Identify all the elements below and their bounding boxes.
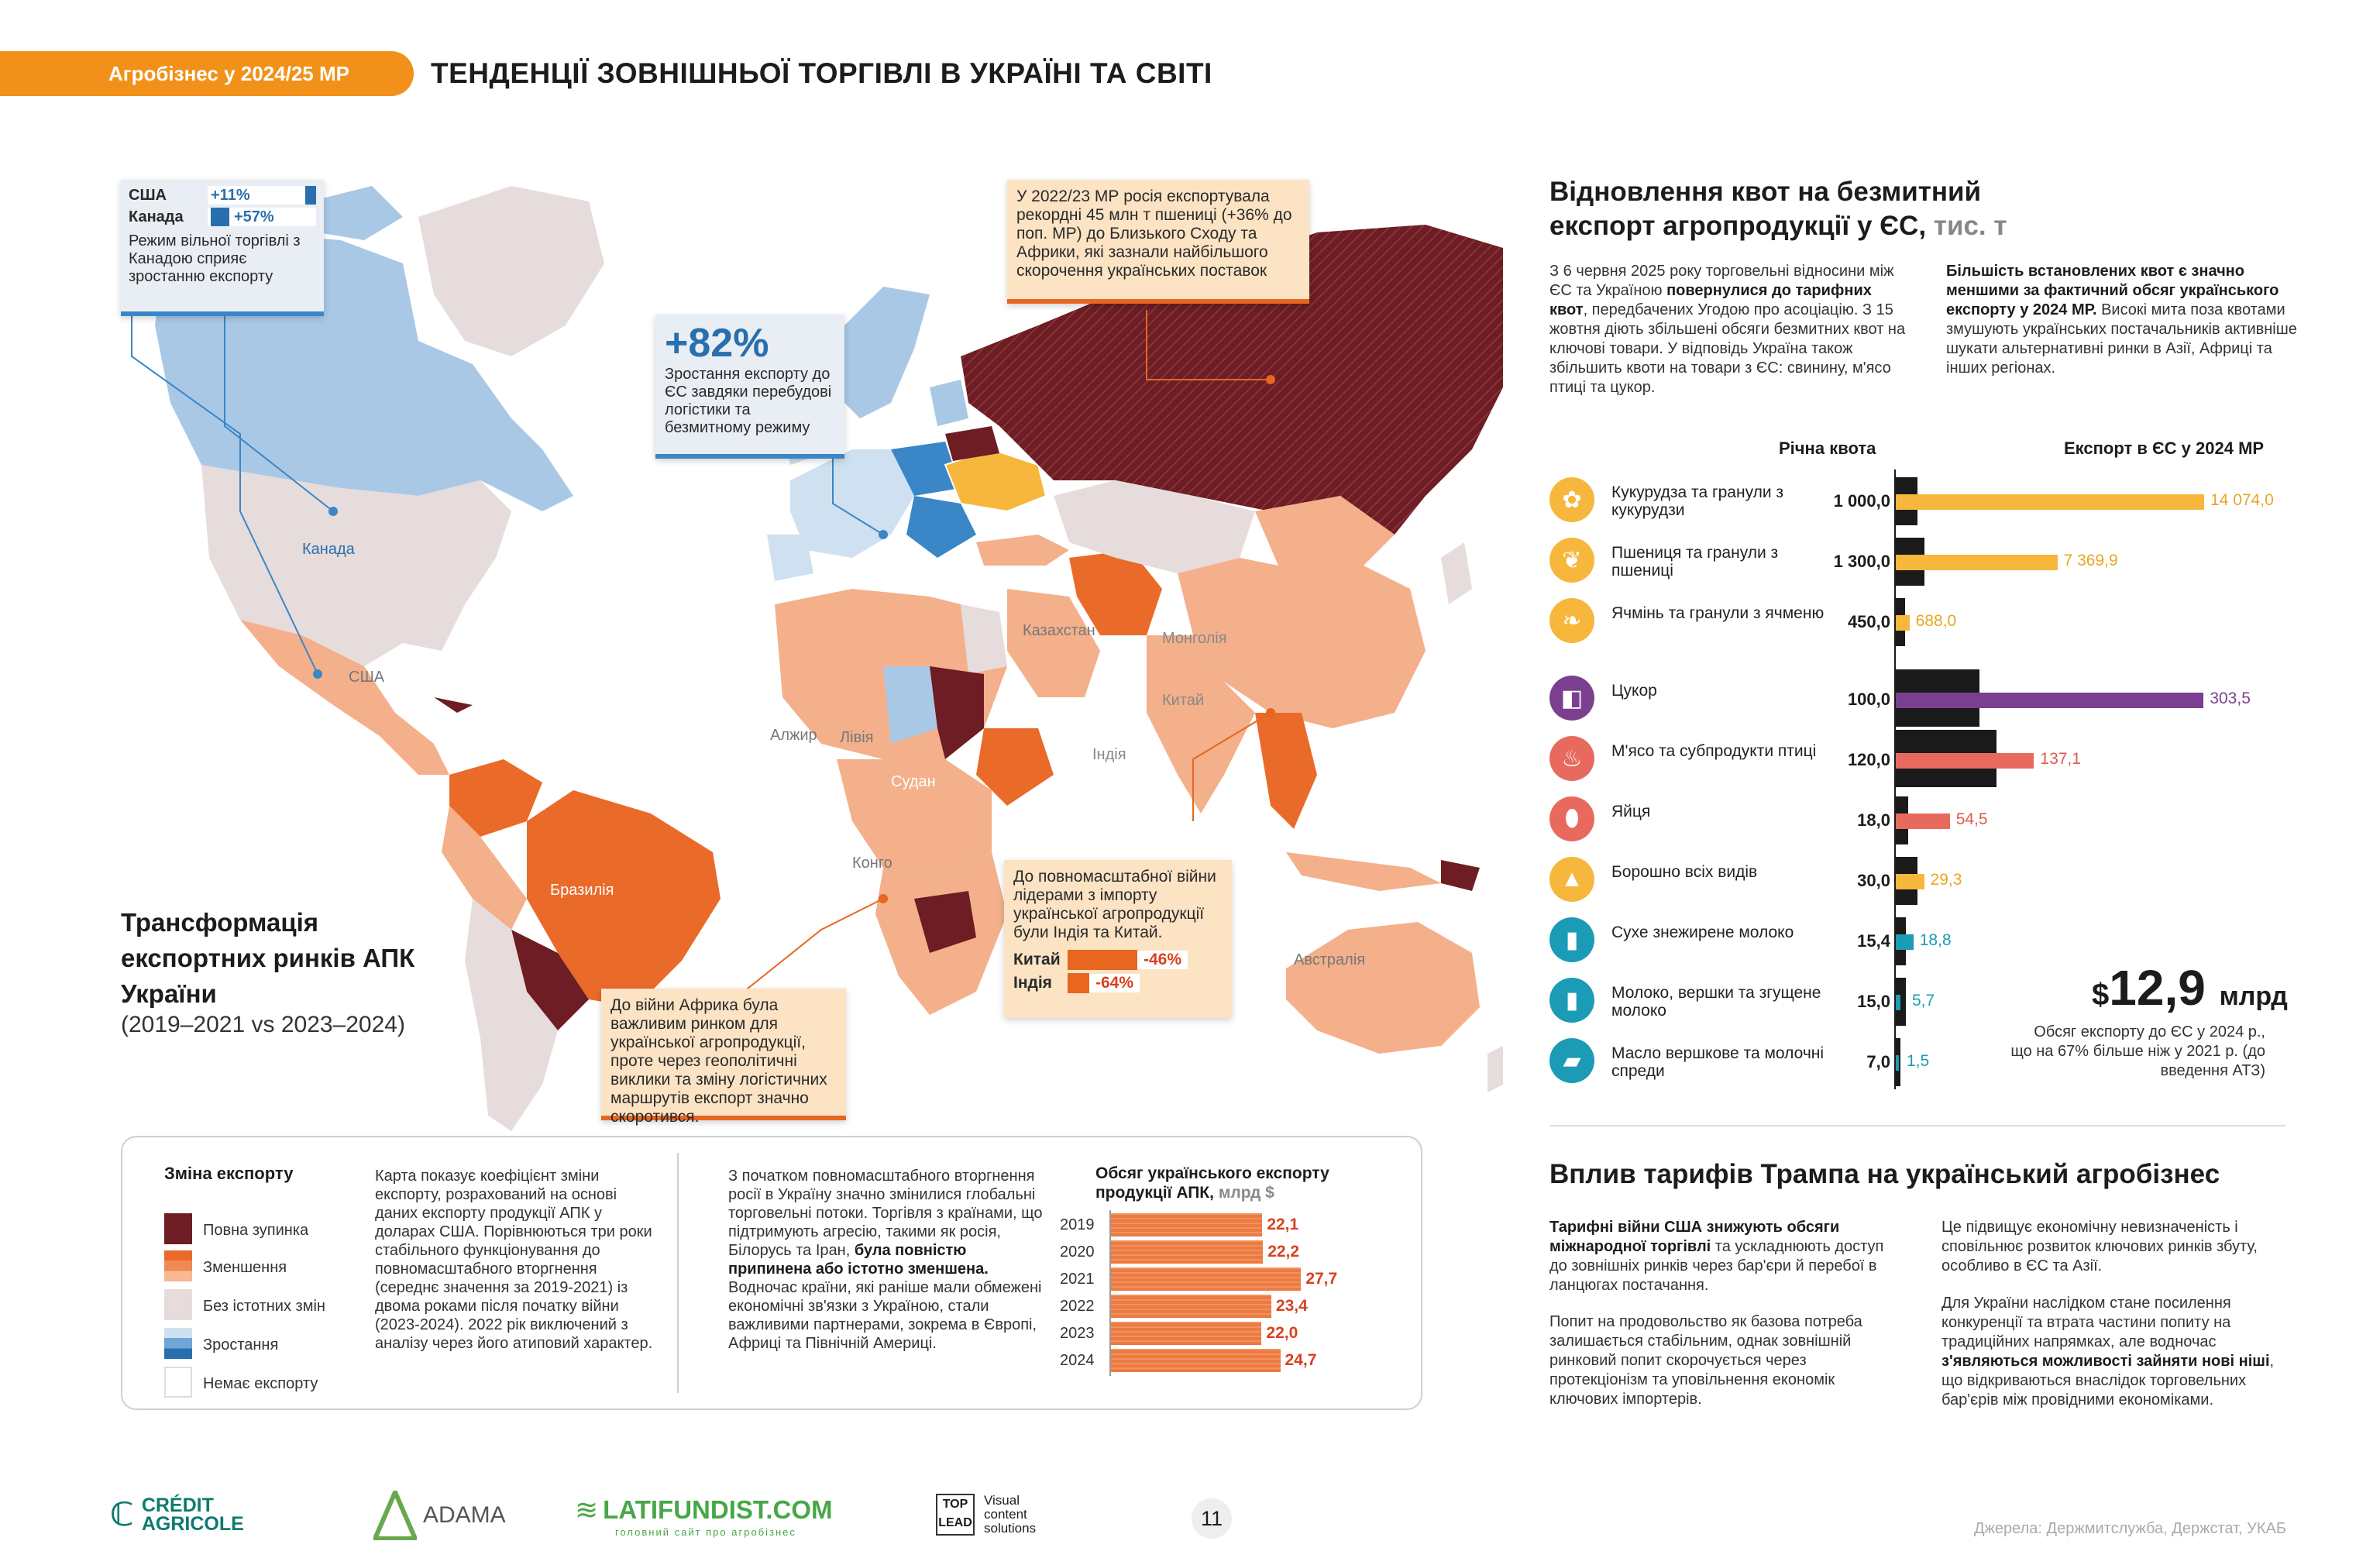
export-bar xyxy=(1894,813,1950,829)
export-bar xyxy=(1894,555,2058,570)
col-header-export: Експорт в ЄС у 2024 МР xyxy=(2064,439,2265,458)
credit-agricole-icon: ℂ xyxy=(110,1496,134,1532)
sugar-icon: ◧ xyxy=(1549,676,1594,721)
quota-value: 7,0 xyxy=(1866,1052,1890,1071)
butter-icon: ▰ xyxy=(1549,1038,1594,1083)
page-title: ТЕНДЕНЦІЇ ЗОВНІШНЬОЇ ТОРГІВЛІ В УКРАЇНІ ТА СВІТІ xyxy=(431,57,1212,89)
quota-row-label: Пшениця та гранули з пшениці xyxy=(1611,544,1779,580)
label-sudan: Судан xyxy=(891,773,936,790)
map-title: Трансформація експортних ринків АПК України xyxy=(121,908,415,1008)
export-chart-title: Обсяг українського експорту продукції АПК, млрд $ xyxy=(1095,1164,1329,1202)
callout-eu xyxy=(655,315,844,459)
canada-islands-shape xyxy=(310,186,403,240)
map-subtitle: (2019–2021 vs 2023–2024) xyxy=(121,1012,405,1037)
sources-text: Джерела: Держмитслужба, Держстат, УКАБ xyxy=(1974,1520,2286,1537)
export-bar-value: 24,7 xyxy=(1281,1351,1343,1370)
quota-value: 15,0 xyxy=(1857,992,1890,1011)
legend-label-stop: Повна зупинка xyxy=(203,1222,309,1239)
legend-description: Карта показує коефіцієнт зміни експорту, розрахований на основі даних експорту продукції АПК у доларах США. Порівнюються три роки стабільного функціонування до повномасштабного вторгнення (середнє значення за 2019-2021) із двома роками після початку війни (2023-2024). 2022 рік виключений з аналізу через його атиповий характер. xyxy=(375,1168,653,1352)
western-europe-shape xyxy=(790,449,914,558)
legend-title: Зміна експорту xyxy=(164,1164,294,1183)
callout-asia-text: До повномасштабної війни лідерами з імпорту української агропродукції були Індія та Китай. xyxy=(1013,868,1216,941)
quota-value: 18,0 xyxy=(1857,810,1890,830)
iberia-shape xyxy=(767,535,813,581)
quota-row xyxy=(1549,595,2293,649)
legend-panel xyxy=(121,1136,1422,1410)
callout-china-label: Китай xyxy=(1013,951,1061,968)
label-canada: Канада xyxy=(302,541,355,558)
quota-value: 100,0 xyxy=(1847,690,1890,709)
quota-row-label: Цукор xyxy=(1611,682,1657,700)
export-bar-year: 2024 xyxy=(1060,1351,1095,1369)
quota-row-label: Яйця xyxy=(1611,803,1651,820)
quotas-paragraph-1: З 6 червня 2025 року торговельні відносини між ЄС та Україною повернулися до тарифних квот, передбачених Угодою про асоціацію. З 15 жовтня діють збільшені обсяги безмитних квот на ключові товари. У відповідь Україна також збільшить квоти на товари з ЄС: свинину, м'ясо птиці та цукор. xyxy=(1549,263,1906,396)
argentina-chile-shape xyxy=(465,899,558,1131)
eu-export-total-text: Обсяг експорту до ЄС у 2024 р., що на 67% більше ніж у 2021 р. (до введення АТЗ) xyxy=(2010,1023,2265,1079)
callout-eu-text: Зростання експорту до ЄС завдяки перебудові логістики та безмитному режиму xyxy=(665,366,832,436)
quota-row xyxy=(1549,474,2293,528)
label-congo: Конго xyxy=(852,855,892,872)
export-bar xyxy=(1894,934,1914,950)
legend-label-none: Немає експорту xyxy=(203,1375,318,1392)
barley-icon: ❧ xyxy=(1549,598,1594,643)
label-australia: Австралія xyxy=(1294,951,1366,968)
export-value: 54,5 xyxy=(1955,810,1988,828)
latifundist-logo: ≋ LATIFUNDIST.COM головний сайт про агробізнес xyxy=(575,1494,833,1538)
southeast-asia-shape xyxy=(1255,713,1317,829)
legend-swatch-stop xyxy=(164,1213,192,1244)
export-bar-year: 2022 xyxy=(1060,1297,1095,1315)
export-bar xyxy=(1109,1322,1298,1345)
quota-row xyxy=(1549,672,2293,727)
legend-swatch-none xyxy=(164,1367,192,1398)
quotas-title: Відновлення квот на безмитний експорт агропродукції у ЄС, тис. т xyxy=(1549,177,2007,241)
export-bar-row xyxy=(1060,1215,1299,1235)
eu-export-total: $12,9 млрд xyxy=(2092,960,2288,1016)
export-bar xyxy=(1109,1213,1299,1237)
quota-row-label: Ячмінь та гранули з ячменю xyxy=(1611,604,1825,622)
trump-paragraph-2: Попит на продовольство як базова потреба залишається стабільним, однак зовнішній ринковий попит скорочується через протекціонізм та уповільнення економік ключових імпортерів. xyxy=(1549,1313,1862,1408)
cuba-shape xyxy=(434,697,473,713)
export-bar-year: 2019 xyxy=(1060,1216,1095,1233)
export-value: 18,8 xyxy=(1919,931,1952,949)
corn-icon: ✿ xyxy=(1549,477,1594,522)
chicken-icon: ♨ xyxy=(1549,736,1594,781)
export-bar-year: 2021 xyxy=(1060,1270,1095,1288)
legend-label-increase: Зростання xyxy=(203,1336,279,1353)
label-mongolia: Монголія xyxy=(1162,630,1227,647)
callout-asia xyxy=(1004,860,1232,1018)
quota-value: 1 300,0 xyxy=(1833,552,1890,571)
quota-value: 1 000,0 xyxy=(1833,491,1890,511)
legend-swatch-nochange xyxy=(164,1289,192,1320)
export-bar-value: 22,2 xyxy=(1263,1243,1325,1261)
export-bar-row xyxy=(1060,1323,1298,1343)
callout-na-text: Режим вільної торгівлі з Канадою сприяє зростанню експорту xyxy=(129,232,301,285)
legend-swatch-decrease xyxy=(164,1250,192,1281)
quota-row xyxy=(1549,535,2293,589)
export-value: 1,5 xyxy=(1907,1052,1930,1070)
callout-canada-label: Канада xyxy=(129,208,184,225)
col-header-quota: Річна квота xyxy=(1779,439,1876,458)
baltics-shape xyxy=(930,380,968,426)
callout-india-value: -64% xyxy=(1089,974,1140,992)
wheat-icon: ❦ xyxy=(1549,538,1594,583)
label-kazakhstan: Казахстан xyxy=(1023,622,1095,639)
export-bar-value: 22,0 xyxy=(1261,1324,1323,1343)
export-bar-row xyxy=(1060,1350,1317,1371)
label-russia: росія xyxy=(1178,498,1215,515)
callout-russia: У 2022/23 МР росія експортувала рекордні 45 млн т пшениці (+36% до поп. МР) до Близького Сходу та Африки, які зазнали найбільшого скорочення українських поставок xyxy=(1007,180,1309,304)
export-bar-value: 27,7 xyxy=(1301,1270,1363,1288)
egypt-shape xyxy=(961,604,1007,674)
export-bar xyxy=(1894,874,1924,889)
callout-africa: До війни Африка була важливим ринком для української агропродукції, проте через геополітичні виклики та зміну логістичних маршрутів експорт значно скоротився. xyxy=(601,989,846,1120)
label-libya: Лівія xyxy=(840,729,874,746)
label-usa: США xyxy=(349,669,385,686)
latifundist-icon: ≋ xyxy=(575,1494,599,1525)
export-bar-value: 23,4 xyxy=(1271,1297,1333,1316)
trump-paragraph-1: Тарифні війни США знижують обсяги міжнародної торгівлі та ускладнюють доступ до зовнішніх ринків через бар'єри й перебої в ланцюгах постачання. xyxy=(1549,1219,1884,1294)
quota-value: 30,0 xyxy=(1857,871,1890,890)
export-bar xyxy=(1894,753,2034,769)
label-india: Індія xyxy=(1092,746,1126,763)
quota-row-label: Кукурудза та гранули з кукурудзи xyxy=(1611,483,1784,519)
adama-icon xyxy=(373,1491,417,1540)
callout-canada-value: +57% xyxy=(234,208,274,225)
greenland-shape xyxy=(418,186,604,356)
quota-row-label: Борошно всіх видів xyxy=(1611,863,1758,881)
export-value: 14 074,0 xyxy=(2210,491,2274,509)
legend-context-text: З початком повномасштабного вторгнення росії в Україну значно змінилися глобальні торговельні потоки. Торгівля з країнами, що підтримують агресію, такими як росія, Білорусь та Іран, була повністю припинена або істотно зменшена. Водночас країни, які раніше мали обмежені економічні зв'язки з Україною, стали важливими партнерами, зокрема в Європі, Африці та Північній Америці. xyxy=(728,1168,1043,1352)
export-bar-row xyxy=(1060,1296,1308,1316)
section-tag: Агробізнес у 2024/25 МР xyxy=(0,51,414,96)
export-bar-year: 2023 xyxy=(1060,1324,1095,1342)
export-bar xyxy=(1894,615,1910,631)
export-bar-row xyxy=(1060,1242,1300,1262)
usa-shape xyxy=(201,465,511,666)
quota-row-label: Сухе знежирене молоко xyxy=(1611,924,1794,941)
export-value: 5,7 xyxy=(1912,992,1935,1010)
page-number: 11 xyxy=(1192,1498,1232,1539)
trump-paragraph-4: Для України наслідком стане посилення конкуренції та втрата частини попиту на традиційних напрямках, але водночас з'являються можливості зайняти нові ніші, що відкриваються внаслідок торговельних бар'єрів між провідними економіками. xyxy=(1941,1295,2275,1408)
callout-usa-value: +11% xyxy=(211,187,250,204)
turkey-shape xyxy=(976,535,1069,566)
export-bar-row xyxy=(1060,1269,1338,1289)
callout-india-label: Індія xyxy=(1013,974,1052,992)
export-bar xyxy=(1109,1349,1317,1372)
quota-row xyxy=(1549,854,2293,908)
egg-icon: ⬮ xyxy=(1549,796,1594,841)
export-value: 137,1 xyxy=(2040,750,2081,768)
new-zealand-shape xyxy=(1488,1046,1503,1092)
trump-title: Вплив тарифів Трампа на український агробізнес xyxy=(1549,1159,2220,1189)
label-china: Китай xyxy=(1162,692,1205,709)
callout-north-america xyxy=(121,180,324,316)
flour-icon: ▲ xyxy=(1549,857,1594,902)
export-value: 303,5 xyxy=(2210,690,2251,707)
toplead-logo: TOP LEAD Visual content solutions xyxy=(936,1494,1054,1536)
quota-value: 15,4 xyxy=(1857,931,1890,951)
quota-row-label: Масло вершкове та молочні спреди xyxy=(1611,1044,1825,1080)
callout-usa-label: США xyxy=(129,187,167,204)
export-bar-chart xyxy=(1041,1215,1398,1401)
export-bar xyxy=(1109,1267,1338,1291)
quota-row-label: М'ясо та субпродукти птиці xyxy=(1611,742,1817,760)
export-value: 7 369,9 xyxy=(2063,552,2118,569)
export-bar xyxy=(1894,693,2203,708)
export-bar xyxy=(1894,494,2204,510)
label-iran: Іран xyxy=(992,700,1022,717)
export-bar-year: 2020 xyxy=(1060,1243,1095,1261)
export-value: 29,3 xyxy=(1930,871,1962,889)
export-value: 688,0 xyxy=(1915,612,1957,630)
export-bar xyxy=(1109,1295,1308,1318)
callout-eu-value: +82% xyxy=(665,321,769,366)
quota-row xyxy=(1549,793,2293,848)
japan-shape xyxy=(1441,542,1472,604)
legend-swatch-increase xyxy=(164,1328,192,1359)
legend-label-decrease: Зменшення xyxy=(203,1259,287,1276)
milk-icon: ▮ xyxy=(1549,978,1594,1023)
credit-agricole-logo: ℂ CRÉDIT AGRICOLE xyxy=(110,1494,244,1535)
legend-label-nochange: Без істотних змін xyxy=(203,1298,325,1315)
australia-shape xyxy=(1286,922,1480,1054)
quota-row-label: Молоко, вершки та згущене молоко xyxy=(1611,984,1821,1020)
export-bar-value: 22,1 xyxy=(1262,1216,1324,1234)
quota-row xyxy=(1549,733,2293,787)
quota-value: 120,0 xyxy=(1847,750,1890,769)
quotas-paragraph-2: Більшість встановлених квот є значно меншими за фактичний обсяг українського експорту у 2024 МР. Високі мита поза квотами змушують українських постачальників активніше шукати альтернативні ринки в Азії, Африці та інших регіонах. xyxy=(1946,263,2297,377)
callout-china-value: -46% xyxy=(1137,951,1188,969)
milk-powder-icon: ▮ xyxy=(1549,917,1594,962)
trump-paragraph-3: Це підвищує економічну невизначеність і сповільнює розвиток ключових ринків збуту, особливо в ЄС та Азії. xyxy=(1941,1219,2258,1274)
quota-value: 450,0 xyxy=(1847,612,1890,631)
adama-logo: ADAMA xyxy=(373,1491,506,1540)
indonesia-shape xyxy=(1286,852,1441,891)
png-shape xyxy=(1441,860,1480,891)
label-algeria: Алжир xyxy=(770,727,817,744)
label-brazil: Бразилія xyxy=(550,882,614,899)
export-bar xyxy=(1109,1240,1300,1264)
